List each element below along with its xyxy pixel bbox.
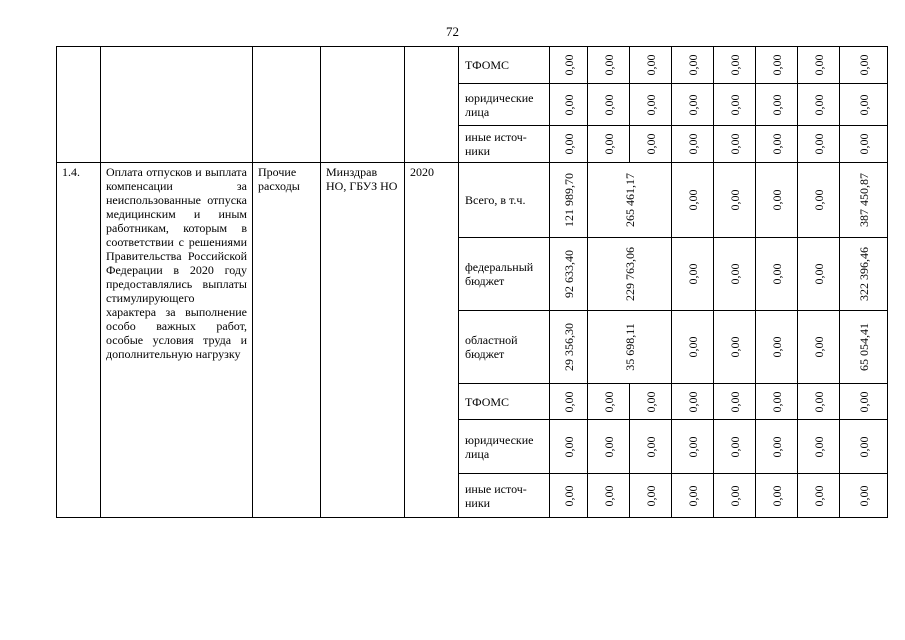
funding-source: Всего, в т.ч. [459, 163, 550, 238]
amount-value: 265 461,17 [622, 173, 637, 227]
item-description: Оплата отпусков и выплата компенсации за неиспользованные отпуска медицинским и иным работникам, которым в соответствии с решениями Правительства Российской Федерации в 2020 году предоставлялись выплаты стимулирующего характера за выполнение особо важных работ, особые условия труда и дополнительную нагрузку [101, 163, 253, 518]
amount-value: 0,00 [561, 485, 576, 506]
amount-value: 0,00 [643, 391, 658, 412]
amount-cell [840, 238, 888, 311]
amount-value: 0,00 [561, 54, 576, 76]
amount-cell [630, 47, 672, 84]
year-cell [405, 47, 459, 163]
amount-value: 322 396,46 [856, 247, 871, 301]
amount-cell [714, 238, 756, 311]
amount-cell [756, 47, 798, 84]
amount-value: 0,00 [601, 133, 616, 155]
amount-cell [550, 126, 588, 163]
funding-source: иные источ-ники [459, 126, 550, 163]
amount-value: 0,00 [727, 485, 742, 506]
amount-value: 0,00 [685, 263, 700, 285]
amount-value: 0,00 [856, 436, 871, 457]
amount-cell [714, 163, 756, 238]
amount-value: 0,00 [811, 336, 826, 358]
amount-value: 0,00 [601, 436, 616, 457]
amount-cell [588, 311, 672, 384]
amount-value: 0,00 [811, 94, 826, 115]
amount-value: 0,00 [769, 263, 784, 285]
amount-value: 0,00 [561, 391, 576, 412]
amount-value: 0,00 [601, 94, 616, 115]
amount-value: 0,00 [643, 436, 658, 457]
amount-cell [550, 47, 588, 84]
amount-cell [714, 47, 756, 84]
table-row [57, 163, 888, 238]
amount-value: 0,00 [856, 54, 871, 76]
amount-value: 0,00 [727, 133, 742, 155]
amount-value: 0,00 [643, 54, 658, 76]
amount-value: 0,00 [561, 133, 576, 155]
amount-value: 0,00 [769, 133, 784, 155]
amount-value: 0,00 [769, 189, 784, 211]
amount-cell [588, 47, 630, 84]
amount-cell [630, 84, 672, 126]
amount-cell [550, 311, 588, 384]
amount-value: 0,00 [601, 485, 616, 506]
funding-source: областной бюджет [459, 311, 550, 384]
amount-cell [798, 84, 840, 126]
amount-cell [550, 420, 588, 474]
funding-source: юридические лица [459, 84, 550, 126]
amount-cell [630, 384, 672, 420]
amount-value: 0,00 [769, 54, 784, 76]
page-number: 72 [446, 24, 459, 39]
amount-value: 0,00 [856, 391, 871, 412]
amount-cell [672, 420, 714, 474]
funding-source: ТФОМС [459, 47, 550, 84]
amount-value: 0,00 [643, 94, 658, 115]
expense-category: Прочие расходы [253, 163, 321, 518]
funding-source: юридические лица [459, 420, 550, 474]
amount-cell [550, 84, 588, 126]
amount-value: 0,00 [601, 54, 616, 76]
amount-value: 0,00 [685, 336, 700, 358]
description-cell [101, 47, 253, 163]
amount-value: 0,00 [643, 485, 658, 506]
amount-cell [756, 474, 798, 518]
amount-cell [756, 238, 798, 311]
amount-cell [798, 126, 840, 163]
row-number-cell [57, 47, 101, 163]
amount-value: 0,00 [811, 485, 826, 506]
year: 2020 [405, 163, 459, 518]
row-number: 1.4. [57, 163, 101, 518]
amount-cell [672, 311, 714, 384]
amount-value: 0,00 [769, 391, 784, 412]
amount-cell [756, 311, 798, 384]
amount-cell [756, 163, 798, 238]
amount-value: 0,00 [601, 391, 616, 412]
amount-value: 92 633,40 [561, 250, 576, 298]
amount-cell [840, 126, 888, 163]
amount-value: 65 054,41 [856, 323, 871, 371]
amount-value: 0,00 [643, 133, 658, 155]
amount-cell [840, 84, 888, 126]
amount-cell [756, 126, 798, 163]
amount-value: 0,00 [727, 336, 742, 358]
amount-value: 0,00 [811, 133, 826, 155]
amount-cell [714, 474, 756, 518]
amount-cell [672, 163, 714, 238]
amount-value: 0,00 [769, 94, 784, 115]
funding-source: иные источ-ники [459, 474, 550, 518]
amount-value: 0,00 [727, 391, 742, 412]
amount-cell [714, 384, 756, 420]
amount-cell [756, 384, 798, 420]
amount-value: 0,00 [727, 436, 742, 457]
amount-cell [550, 163, 588, 238]
budget-table [56, 46, 888, 518]
amount-value: 0,00 [769, 485, 784, 506]
amount-value: 121 989,70 [561, 173, 576, 227]
amount-cell [798, 311, 840, 384]
amount-cell [840, 384, 888, 420]
amount-cell [798, 47, 840, 84]
amount-value: 0,00 [727, 263, 742, 285]
funding-source: ТФОМС [459, 384, 550, 420]
amount-value: 387 450,87 [856, 173, 871, 227]
amount-value: 29 356,30 [561, 323, 576, 371]
amount-cell [588, 238, 672, 311]
amount-cell [550, 384, 588, 420]
amount-value: 35 698,11 [622, 323, 637, 371]
amount-cell [714, 126, 756, 163]
amount-value: 0,00 [685, 485, 700, 506]
amount-cell [672, 474, 714, 518]
amount-value: 0,00 [769, 336, 784, 358]
amount-cell [714, 84, 756, 126]
amount-value: 0,00 [769, 436, 784, 457]
amount-value: 0,00 [811, 391, 826, 412]
amount-cell [798, 474, 840, 518]
amount-value: 0,00 [811, 189, 826, 211]
amount-cell [840, 420, 888, 474]
amount-cell [756, 420, 798, 474]
amount-value: 0,00 [727, 94, 742, 115]
amount-value: 0,00 [856, 485, 871, 506]
amount-value: 0,00 [685, 189, 700, 211]
amount-value: 0,00 [727, 189, 742, 211]
amount-cell [714, 420, 756, 474]
amount-cell [798, 384, 840, 420]
amount-value: 0,00 [685, 133, 700, 155]
executor-cell [321, 47, 405, 163]
amount-value: 0,00 [811, 436, 826, 457]
amount-cell [756, 84, 798, 126]
amount-cell [672, 126, 714, 163]
amount-value: 0,00 [856, 133, 871, 155]
amount-value: 0,00 [856, 94, 871, 115]
amount-cell [672, 238, 714, 311]
amount-cell [672, 47, 714, 84]
amount-value: 0,00 [561, 436, 576, 457]
table-row [57, 47, 888, 84]
funding-source: федеральный бюджет [459, 238, 550, 311]
amount-value: 0,00 [561, 94, 576, 115]
amount-cell [630, 126, 672, 163]
amount-cell [840, 474, 888, 518]
amount-cell [550, 238, 588, 311]
amount-value: 0,00 [727, 54, 742, 76]
amount-value: 0,00 [685, 436, 700, 457]
amount-cell [588, 163, 672, 238]
amount-cell [714, 311, 756, 384]
amount-cell [840, 163, 888, 238]
amount-cell [630, 474, 672, 518]
executor: Минздрав НО, ГБУЗ НО [321, 163, 405, 518]
amount-value: 0,00 [685, 94, 700, 115]
amount-cell [588, 84, 630, 126]
amount-cell [840, 47, 888, 84]
amount-value: 0,00 [685, 391, 700, 412]
amount-cell [588, 474, 630, 518]
amount-value: 0,00 [811, 54, 826, 76]
amount-value: 229 763,06 [622, 247, 637, 301]
amount-cell [588, 420, 630, 474]
amount-cell [550, 474, 588, 518]
amount-cell [798, 163, 840, 238]
amount-cell [798, 238, 840, 311]
amount-cell [798, 420, 840, 474]
amount-value: 0,00 [685, 54, 700, 76]
amount-cell [672, 84, 714, 126]
amount-cell [588, 126, 630, 163]
amount-cell [588, 384, 630, 420]
amount-value: 0,00 [811, 263, 826, 285]
category-cell [253, 47, 321, 163]
amount-cell [672, 384, 714, 420]
amount-cell [840, 311, 888, 384]
amount-cell [630, 420, 672, 474]
